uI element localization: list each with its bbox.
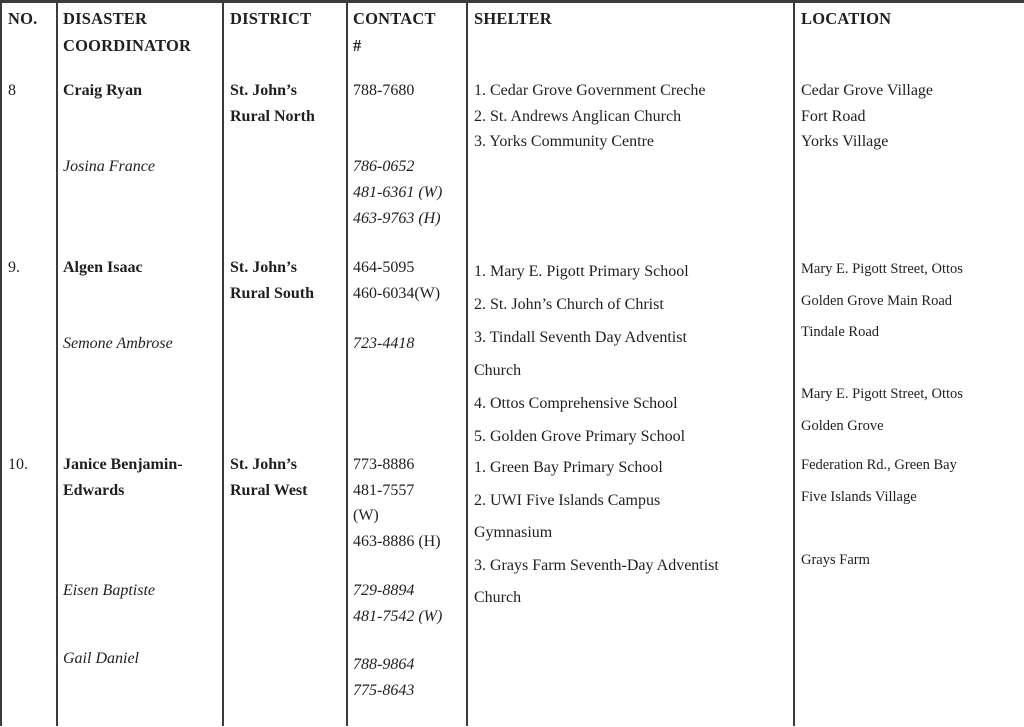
location-list [801,545,870,577]
shelter-line: 1. Mary E. Pigott Primary School [474,263,689,280]
location-list [801,78,933,155]
contact-numbers-primary [353,452,441,554]
coordinator-name-line: Algen Isaac [63,259,143,276]
district-name [230,255,314,307]
col-divider-district [346,0,348,726]
coordinator-name [63,78,142,104]
coordinator-name [63,452,183,504]
location-list [801,450,957,513]
col-divider-no [56,0,58,726]
contact-number: 773-8886 [353,456,415,473]
location-line: Mary E. Pigott Street, Ottos [801,386,963,402]
district-name [230,452,307,504]
deputy-coordinator-name: Josina France [63,158,155,175]
shelter-line: 2. St. Andrews Anglican Church [474,107,682,125]
location-line: Mary E. Pigott Street, Ottos [801,261,963,277]
location-line: Grays Farm [801,552,870,568]
row-number: 10. [8,456,28,473]
col-divider-contact [466,0,468,726]
location-line: Fort Road [801,107,866,125]
contact-numbers-primary [353,255,440,307]
contact-number: 788-9864 [353,656,415,673]
coordinator-name [63,255,143,281]
shelter-line: Church [474,362,522,379]
shelter-line: 3. Grays Farm Seventh-Day Adventist [474,556,719,574]
location-line: Tindale Road [801,324,880,340]
header-contact: CONTACT # [353,9,436,55]
contact-number: 463-8886 (H) [353,532,441,550]
location-list [801,379,963,442]
contact-number: 723-4418 [353,335,415,352]
table-border-row10-bottom-partial [0,0,223,2]
header-no: NO. [8,9,38,28]
contact-number: 788-7680 [353,82,415,99]
deputy-coordinator-name: Gail Daniel [63,650,139,667]
shelter-line: 2. St. John’s Church of Christ [474,296,664,313]
district-name [230,78,315,130]
shelter-line: 2. UWI Five Islands Campus [474,491,661,509]
col-divider-shelter [793,0,795,726]
contact-number: 729-8894 [353,582,415,599]
deputy-coordinator-name: Semone Ambrose [63,335,173,352]
shelter-line: 4. Ottos Comprehensive School [474,395,678,412]
contact-numbers-deputy [353,578,442,630]
contact-numbers-deputy [353,154,442,232]
header-shelter: SHELTER [474,9,552,28]
location-line: Golden Grove [801,417,884,434]
shelter-line: Gymnasium [474,524,553,541]
contact-number: 481-6361 (W) [353,184,443,201]
contact-number: 481-7557 [353,481,415,499]
district-line: St. John’s [230,456,297,473]
contact-number: 460-6034(W) [353,285,441,302]
row-number: 9. [8,259,20,276]
deputy-coordinator-name: Eisen Baptiste [63,582,155,599]
district-line: Rural South [230,285,315,302]
contact-number: 786-0652 [353,158,415,175]
contact-number: (W) [353,507,379,524]
contact-number: 481-7542 (W) [353,608,443,625]
shelter-line: Church [474,589,522,606]
row-number: 8 [8,82,16,99]
contact-number: 463-9763 (H) [353,210,441,227]
shelter-list [474,78,705,155]
coordinator-name-line: Janice Benjamin- [63,456,183,473]
header-district: DISTRICT [230,9,312,28]
table-border-left [0,0,2,726]
shelter-line: 1. Cedar Grove Government Creche [474,82,706,99]
contact-number: 775-8643 [353,682,415,699]
district-line: Rural North [230,108,315,125]
location-list [801,254,963,349]
district-line: St. John’s [230,82,297,99]
shelter-list [474,255,689,453]
location-line: Golden Grove Main Road [801,292,953,309]
contact-numbers-primary [353,78,414,104]
shelter-line: 1. Green Bay Primary School [474,459,663,476]
shelter-line: 3. Tindall Seventh Day Adventist [474,329,687,346]
location-line: Five Islands Village [801,488,917,505]
district-line: Rural West [230,482,308,499]
shelter-line: 3. Yorks Community Centre [474,133,655,150]
header-location: LOCATION [801,9,892,28]
shelter-list [474,452,719,615]
shelter-line: 5. Golden Grove Primary School [474,428,686,445]
contact-numbers-deputy [353,652,414,704]
contact-numbers-deputy [353,331,414,357]
header-coordinator: DISASTER COORDINATOR [63,9,192,55]
contact-number: 464-5095 [353,259,415,276]
coordinator-name-line: Edwards [63,482,125,499]
district-line: St. John’s [230,259,297,276]
location-line: Federation Rd., Green Bay [801,457,957,473]
location-line: Yorks Village [801,133,889,150]
col-divider-coordinator [222,0,224,726]
location-line: Cedar Grove Village [801,82,934,99]
coordinator-name-line: Craig Ryan [63,82,142,99]
